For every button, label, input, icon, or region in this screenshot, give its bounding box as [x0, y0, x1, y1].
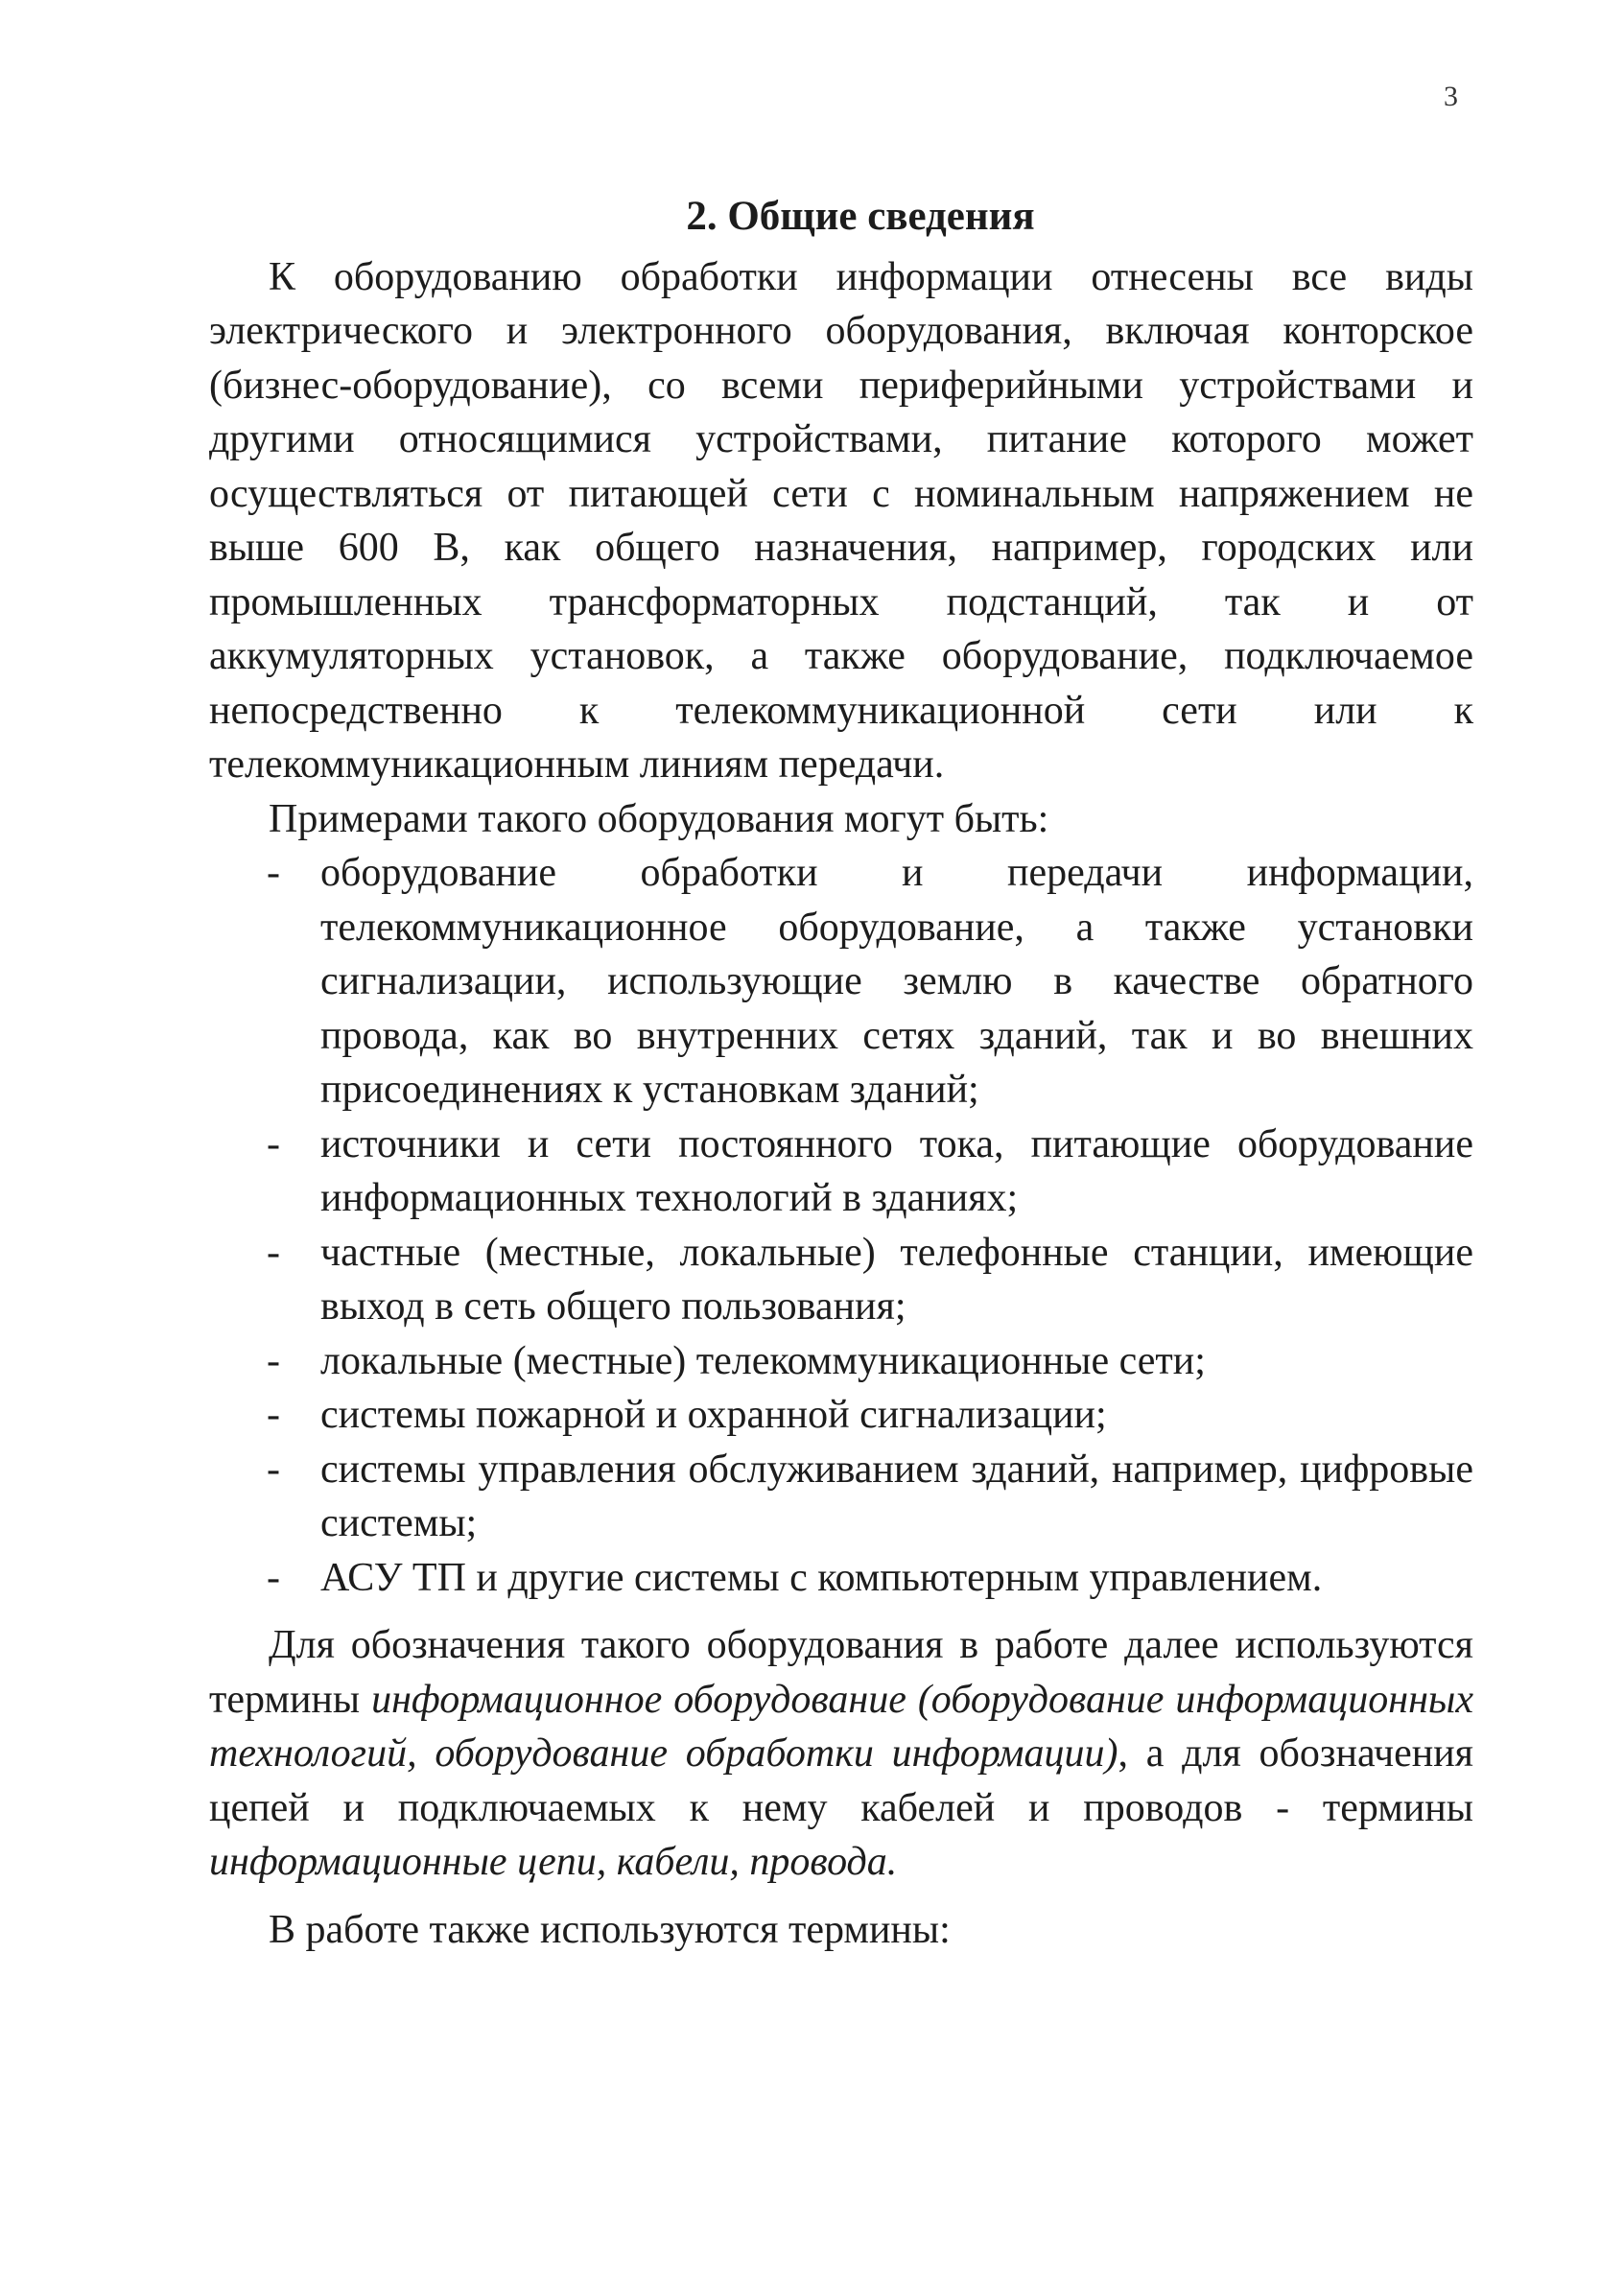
page-content [209, 190, 1473, 1997]
list-item-text: АСУ ТП и другие системы с компьютерным управлением. [320, 1555, 1323, 1600]
list-item [267, 846, 1473, 1118]
list-item [267, 1118, 1473, 1226]
paragraph-terms [209, 1618, 1473, 1890]
dash-marker: - [267, 1555, 280, 1600]
dash-marker: - [267, 1121, 280, 1166]
paragraph-definition: К оборудованию обработки информации отнесены все виды электрического и электронного оборудования, включая конторское (бизнес-оборудование), со всеми периферийными устройствами и другими относящимися устройствами, питание которого может осуществляться от питающей сети с номинальным напряжением не выше 600 В, как общего назначения, например, городских или промышленных трансформаторных подстанций, так и от аккумуляторных установок, а также оборудование, подключаемое непосредственно к телекоммуникационной сети или к телекоммуникационным линиям передачи. [209, 254, 1473, 787]
term-information-equipment: информационное оборудование (оборудование информационных технологий, оборудование обработки информации) [209, 1677, 1473, 1776]
page-number: 3 [1444, 81, 1458, 112]
list-item [267, 1551, 1473, 1606]
list-item-text: частные (местные, локальные) телефонные станции, имеющие выход в сеть общего пользования; [320, 1230, 1473, 1329]
examples-intro: Примерами такого оборудования могут быть: [269, 796, 1049, 841]
closing-line: В работе также используются термины: [269, 1907, 951, 1952]
list-item-text: локальные (местные) телекоммуникационные сети; [320, 1338, 1206, 1383]
terms-text-part1: Для обозначения такого оборудования в работе далее используются термины [209, 1623, 1473, 1722]
dash-marker: - [267, 1393, 280, 1437]
section-heading: 2. Общие сведения [686, 194, 1035, 239]
list-item-text: системы пожарной и охранной сигнализации; [320, 1393, 1107, 1437]
dash-marker: - [267, 1447, 280, 1492]
list-item-text: оборудование обработки и передачи информации, телекоммуникационное оборудование, а также установки сигнализации, использующие землю в качестве обратного провода, как во внутренних сетях зданий, так и во внешних присоединениях к установкам зданий; [320, 851, 1473, 1112]
list-item [267, 1443, 1473, 1551]
dash-marker: - [267, 1338, 280, 1383]
dash-marker: - [267, 1230, 280, 1275]
list-item [267, 1226, 1473, 1334]
list-item [267, 1388, 1473, 1443]
list-item-text: источники и сети постоянного тока, питающие оборудование информационных технологий в зданиях; [320, 1121, 1473, 1220]
dash-marker: - [267, 851, 280, 895]
term-information-circuits: информационные цепи, кабели, провода. [209, 1840, 898, 1884]
list-item-text: системы управления обслуживанием зданий, например, цифровые системы; [320, 1447, 1473, 1545]
examples-list [209, 846, 1473, 1605]
terms-text-part2: , а для обозначения цепей и подключаемых к нему кабелей и проводов - термины [209, 1731, 1473, 1830]
list-item [267, 1334, 1473, 1389]
